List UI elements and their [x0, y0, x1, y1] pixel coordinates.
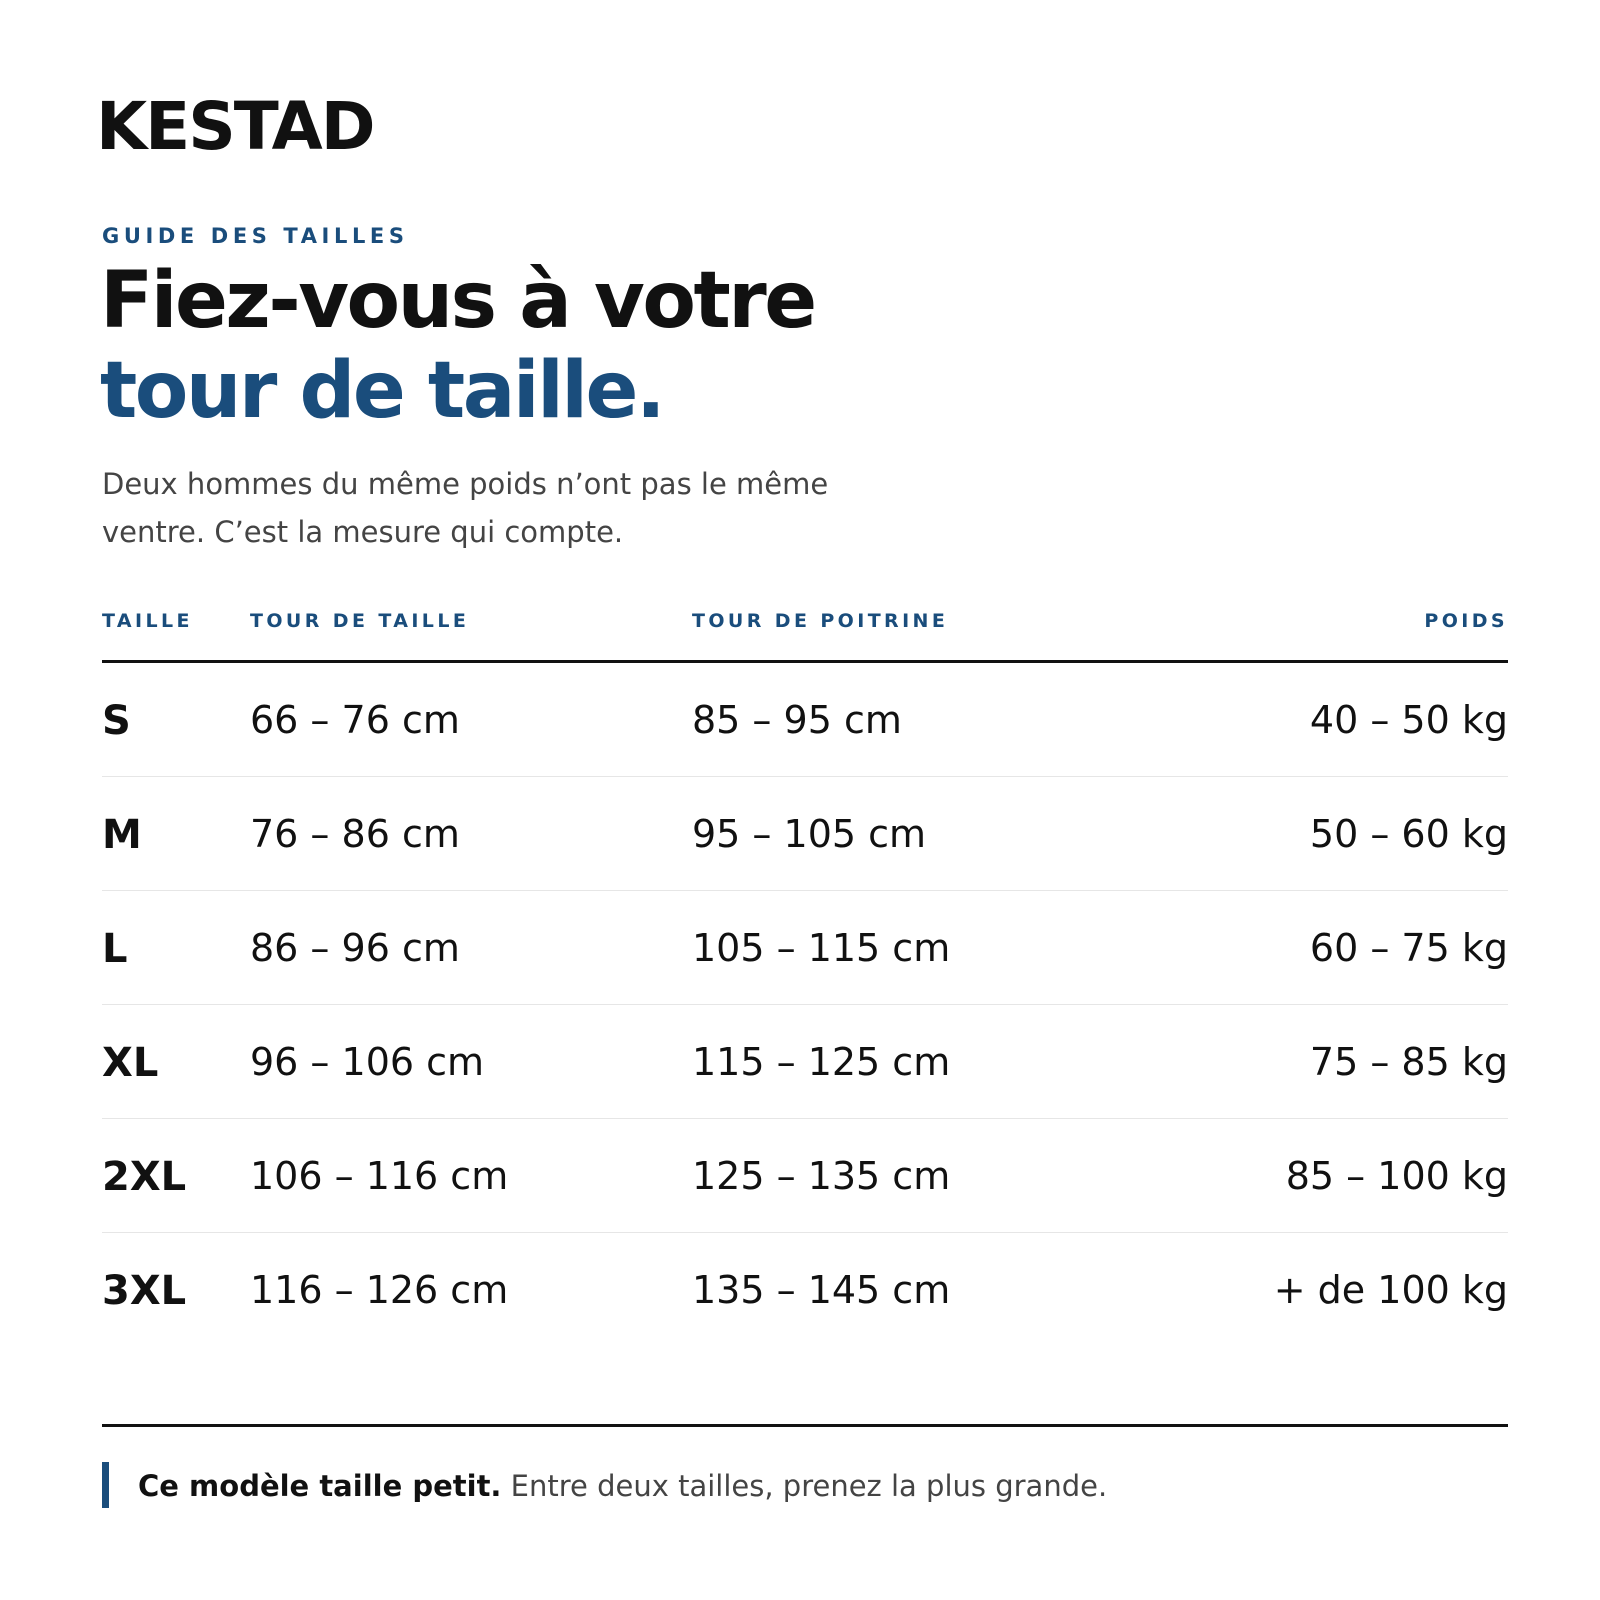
table-row	[102, 777, 1508, 891]
cell-size: 2XL	[102, 1154, 187, 1200]
cell-waist: 86 – 96 cm	[250, 926, 460, 970]
footer-divider	[102, 1424, 1508, 1427]
brand-logo	[96, 88, 374, 165]
cell-chest: 115 – 125 cm	[692, 1040, 951, 1084]
page-title-line-2: tour de taille.	[100, 346, 664, 436]
subtitle-line-2: ventre. C’est la mesure qui compte.	[102, 515, 624, 549]
subtitle-line-1: Deux hommes du même poids n’ont pas le même	[102, 467, 829, 501]
cell-weight: 75 – 85 kg	[1309, 1040, 1508, 1084]
page-title-line-1: Fiez-vous à votre	[100, 256, 815, 346]
cell-weight: 85 – 100 kg	[1285, 1154, 1508, 1198]
eyebrow-label: GUIDE DES TAILLES	[102, 224, 409, 248]
table-row	[102, 891, 1508, 1005]
cell-size: S	[102, 698, 131, 744]
size-table	[102, 610, 1508, 1346]
table-header	[102, 610, 1508, 663]
table-row	[102, 1233, 1508, 1346]
cell-weight: 50 – 60 kg	[1309, 812, 1508, 856]
cell-chest: 135 – 145 cm	[692, 1268, 951, 1312]
column-header-waist: TOUR DE TAILLE	[250, 610, 470, 632]
cell-chest: 95 – 105 cm	[692, 812, 927, 856]
cell-chest: 105 – 115 cm	[692, 926, 951, 970]
cell-waist: 116 – 126 cm	[250, 1268, 509, 1312]
table-row	[102, 663, 1508, 777]
cell-size: L	[102, 926, 128, 972]
table-row	[102, 1005, 1508, 1119]
cell-waist: 96 – 106 cm	[250, 1040, 485, 1084]
cell-weight: + de 100 kg	[1273, 1268, 1508, 1312]
column-header-size: TAILLE	[102, 610, 193, 632]
fit-note-strong: Ce modèle taille petit.	[138, 1469, 502, 1503]
cell-waist: 76 – 86 cm	[250, 812, 460, 856]
cell-waist: 66 – 76 cm	[250, 698, 460, 742]
cell-size: 3XL	[102, 1268, 187, 1314]
cell-weight: 60 – 75 kg	[1309, 926, 1508, 970]
cell-size: XL	[102, 1040, 159, 1086]
cell-chest: 125 – 135 cm	[692, 1154, 951, 1198]
note-accent-bar	[102, 1462, 109, 1508]
column-header-weight: POIDS	[1424, 610, 1508, 632]
fit-note-rest: Entre deux tailles, prenez la plus grande.	[501, 1469, 1108, 1503]
cell-waist: 106 – 116 cm	[250, 1154, 509, 1198]
column-header-chest: TOUR DE POITRINE	[692, 610, 949, 632]
cell-weight: 40 – 50 kg	[1309, 698, 1508, 742]
cell-chest: 85 – 95 cm	[692, 698, 902, 742]
table-row	[102, 1119, 1508, 1233]
subtitle	[102, 460, 922, 556]
cell-size: M	[102, 812, 142, 858]
fit-note	[138, 1468, 1107, 1504]
brand-name: KESTAD	[96, 88, 374, 165]
